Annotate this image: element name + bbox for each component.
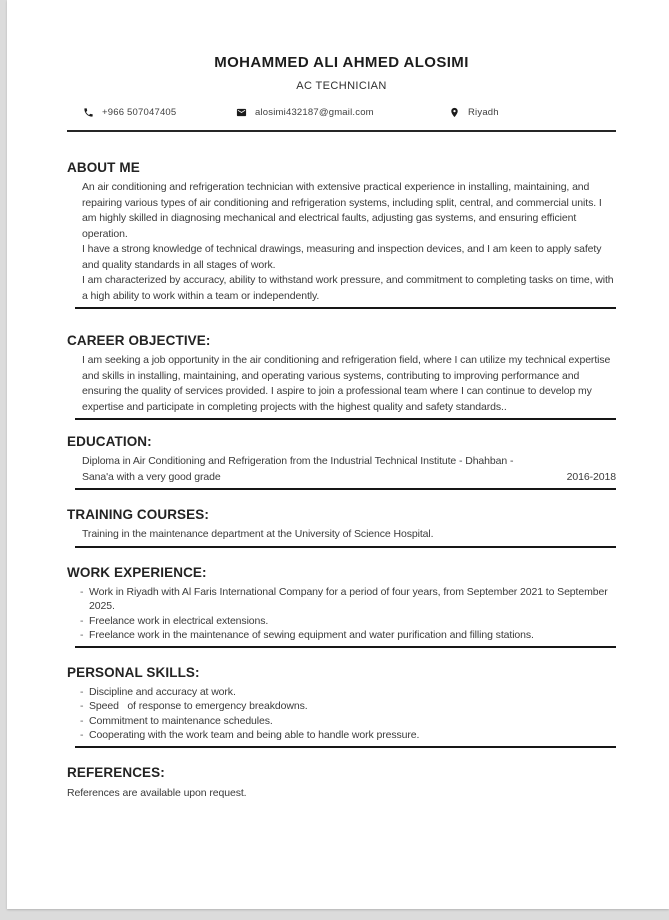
section-heading-objective: CAREER OBJECTIVE: (67, 333, 211, 348)
section-divider (75, 746, 616, 748)
section-training-courses (67, 507, 616, 548)
contact-email-value: alosimi432187@gmail.com (255, 107, 374, 118)
bullet-dash: - (80, 614, 84, 627)
about-paragraph: I am characterized by accuracy, ability to withstand work pressure, and commitment to completing tasks on time, with a high ability to work within a team or independently. (82, 274, 614, 302)
section-heading-references: REFERENCES: (67, 764, 165, 780)
objective-body (82, 353, 616, 415)
resume-header (67, 54, 616, 132)
objective-paragraph: I am seeking a job opportunity in the air conditioning and refrigeration field, where I can utilize my technical expertise and skills in installing, maintaining, and operating various systems, contributing to improving performance and ensuring the quality of services provided. I aspire to join a professional team where I can continue to develop my expertise and participate in completing projects with the highest quality and safety standards.. (82, 354, 611, 413)
location-pin-icon (449, 107, 460, 118)
experience-item: - Work in Riyadh with Al Faris International Company for a period of four years, from September 2021 to September 2025. (80, 585, 611, 612)
section-about-me (67, 160, 616, 309)
section-heading-experience: WORK EXPERIENCE: (67, 564, 207, 580)
skills-list (80, 685, 616, 743)
skill-item: - Cooperating with the work team and being able to handle work pressure. (80, 729, 420, 741)
education-dates: 2016-2018 (566, 470, 616, 483)
section-education (67, 434, 616, 490)
email-icon (236, 107, 247, 118)
contact-phone (83, 107, 176, 118)
section-heading-education: EDUCATION: (67, 434, 152, 449)
section-heading-about: ABOUT ME (67, 160, 140, 175)
about-paragraph: An air conditioning and refrigeration technician with extensive practical experience in installing, maintaining, and repairing various types of air conditioning and refrigeration systems, including split, central, and commercial units. I am highly skilled in diagnosing mechanical and electrical faults, adjusting gas systems, and ensuring efficient operation. (82, 181, 602, 240)
about-body (82, 180, 616, 304)
section-references (67, 765, 616, 799)
about-paragraph: I have a strong knowledge of technical drawings, measuring and inspection devices, and I am keen to apply safety and quality standards in all stages of work. (82, 243, 602, 271)
section-work-experience (67, 565, 616, 648)
contact-email (236, 107, 374, 118)
bullet-dash: - (80, 585, 84, 598)
contact-row (67, 107, 616, 124)
section-divider (75, 646, 616, 648)
skill-item: - Commitment to maintenance schedules. (80, 714, 273, 727)
phone-icon (83, 107, 94, 118)
candidate-name: MOHAMMED ALI AHMED ALOSIMI (214, 54, 469, 71)
bullet-dash: - (80, 700, 84, 712)
bullet-dash: - (80, 629, 84, 641)
contact-location (449, 107, 499, 118)
experience-item: - Freelance work in electrical extensions. (80, 614, 269, 627)
section-divider (75, 546, 616, 548)
section-heading-skills: PERSONAL SKILLS: (67, 664, 200, 680)
contact-phone-value: +966 507047405 (102, 107, 177, 118)
section-heading-training: TRAINING COURSES: (67, 507, 209, 522)
section-divider (75, 488, 616, 490)
bullet-dash: - (80, 714, 84, 727)
section-career-objective (67, 333, 616, 420)
education-degree: Diploma in Air Conditioning and Refrigeration from the Industrial Technical Institute - Dhahban - Sana'a with a very good grade (82, 455, 514, 483)
section-divider (75, 418, 616, 420)
candidate-job-title: AC TECHNICIAN (296, 80, 387, 92)
section-personal-skills (67, 665, 616, 748)
resume-content (7, 0, 669, 799)
skill-item: - Discipline and accuracy at work. (80, 685, 236, 698)
contact-location-value: Riyadh (468, 107, 499, 118)
skill-item: - Speed of response to emergency breakdowns. (80, 700, 308, 712)
experience-item: - Freelance work in the maintenance of sewing equipment and water purification and filling stations. (80, 629, 534, 641)
section-divider (75, 307, 616, 309)
education-body (82, 454, 616, 485)
resume-page (7, 0, 669, 909)
references-text: References are available upon request. (67, 786, 247, 799)
training-body (82, 527, 616, 543)
training-item: Training in the maintenance department at the University of Science Hospital. (82, 528, 434, 540)
experience-list (80, 585, 616, 643)
bullet-dash: - (80, 729, 84, 741)
bullet-dash: - (80, 685, 84, 698)
header-divider (67, 130, 616, 132)
